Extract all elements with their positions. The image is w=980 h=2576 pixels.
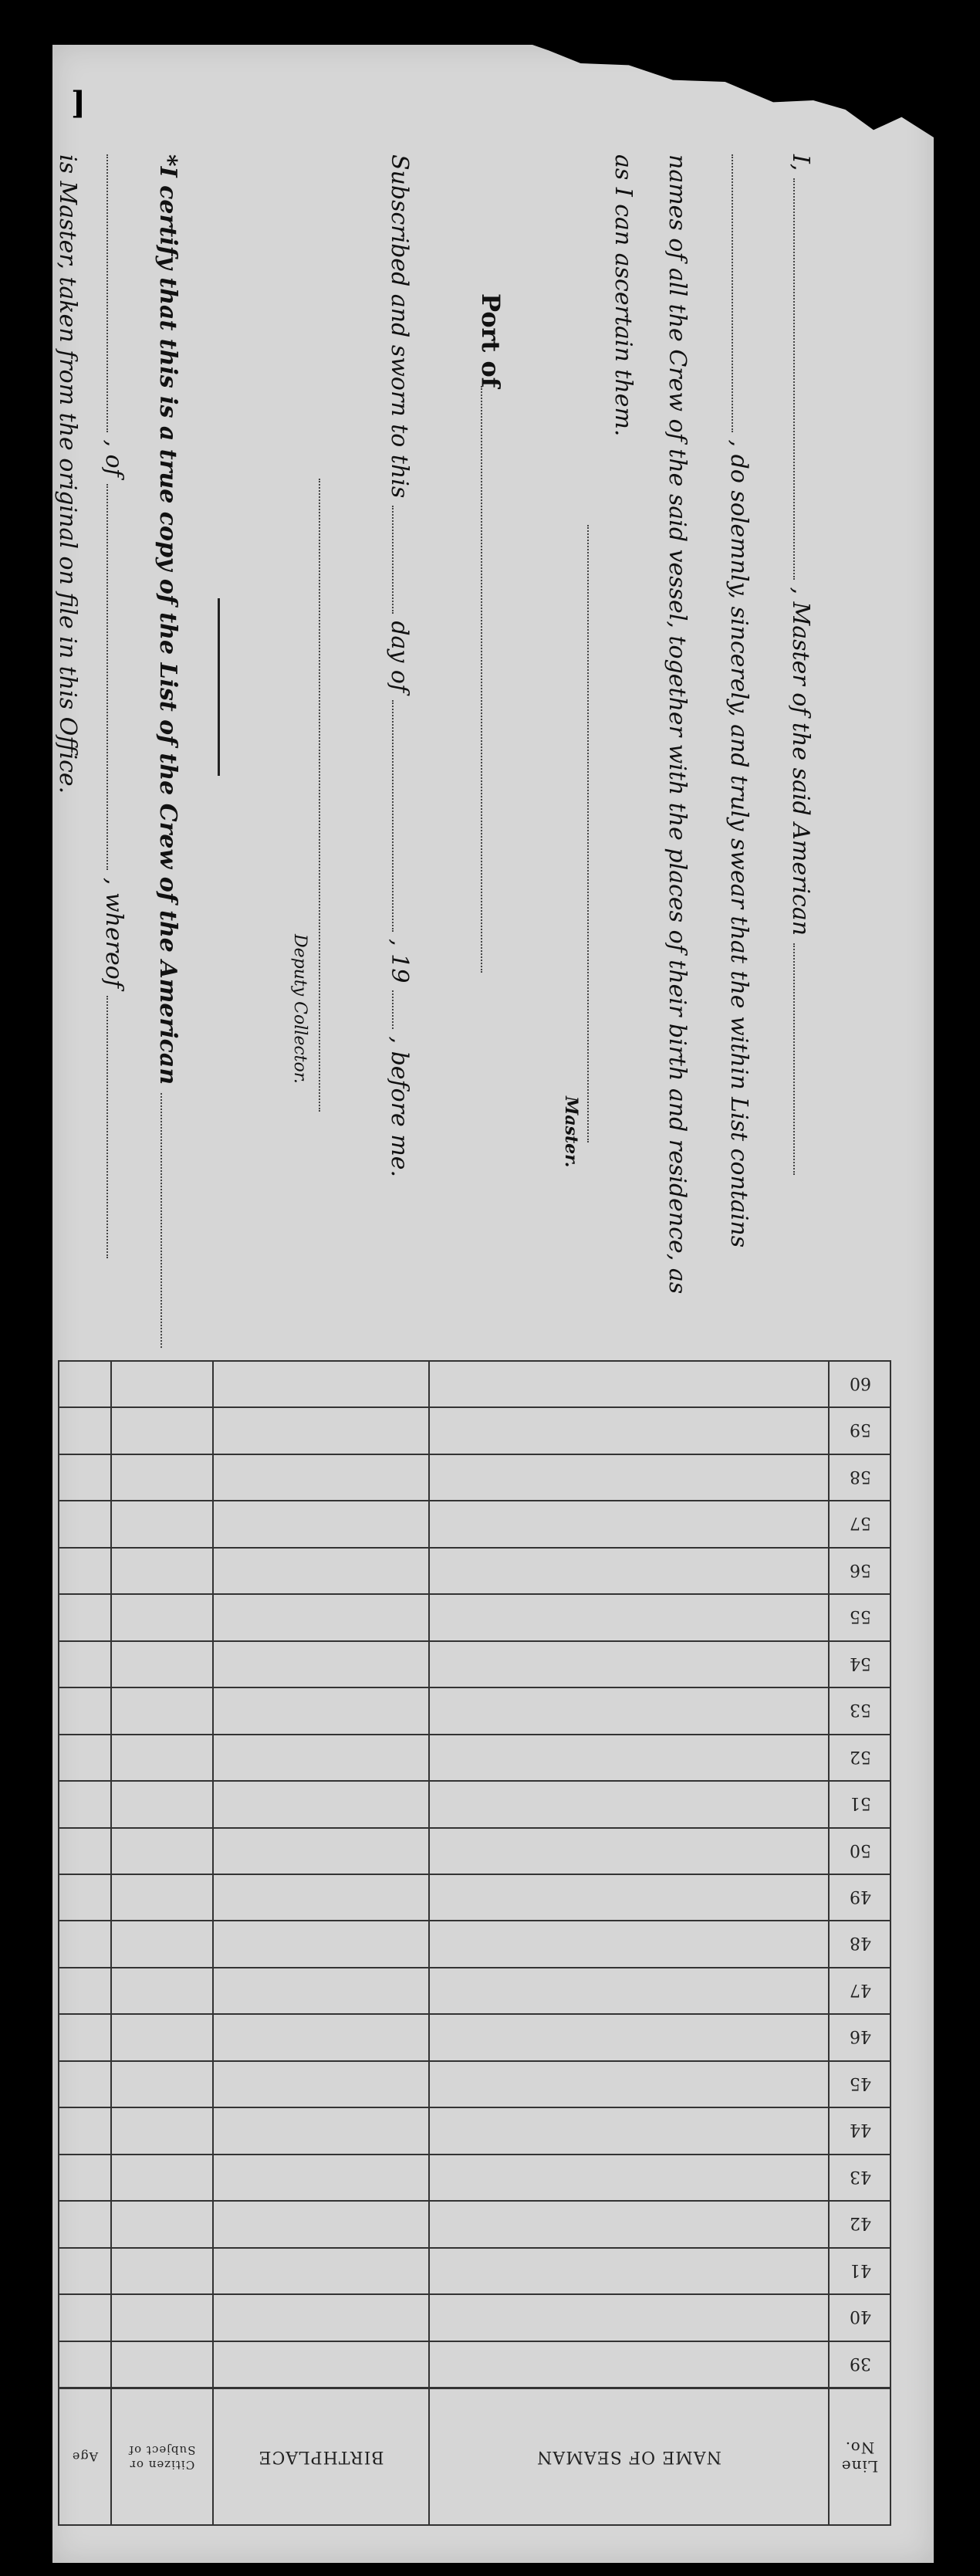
table-row-divider	[58, 2107, 891, 2108]
oath-line	[386, 154, 413, 1177]
line-number: 49	[850, 1887, 871, 1907]
declaration-line-4: as I can ascertain them.	[610, 154, 637, 437]
oath-text-c: , 19	[386, 939, 413, 983]
declaration-line-3: names of all the Crew of the said vessel, together with the places of their birth and residence, as	[664, 154, 691, 1295]
table-row-divider	[58, 2154, 891, 2155]
table-row-divider	[58, 1593, 891, 1595]
master-label: Master.	[561, 1096, 581, 1168]
header-age: Age	[71, 2449, 99, 2465]
table-row-divider	[58, 1734, 891, 1735]
line-number: 56	[850, 1560, 871, 1580]
declaration-oath-text: , do solemnly, sincerely, and truly swear that the within List contains	[725, 439, 752, 1248]
vessel-name-field[interactable]	[732, 154, 733, 432]
col-border-birthplace	[428, 1360, 430, 2526]
table-row-divider	[58, 1547, 891, 1549]
table-row-divider	[58, 2013, 891, 2015]
table-row-divider	[58, 2060, 891, 2062]
header-name-of-seaman: NAME OF SEAMAN	[536, 2447, 721, 2467]
vessel-type-field[interactable]	[793, 943, 795, 1175]
line-number: 53	[850, 1700, 871, 1720]
certify-vessel-name-field[interactable]	[106, 154, 108, 432]
line-number: 59	[850, 1420, 871, 1440]
col-border-left	[58, 1360, 59, 2526]
table-row-divider	[58, 1640, 891, 1642]
line-number: 44	[850, 2120, 871, 2140]
table-top-border	[58, 1360, 891, 1362]
table-row-divider	[58, 2200, 891, 2202]
line-number: 58	[850, 1467, 871, 1487]
oath-year-field[interactable]	[392, 990, 394, 1029]
line-number: 42	[850, 2213, 871, 2233]
line-number: 50	[850, 1840, 871, 1860]
line-number: 55	[850, 1606, 871, 1627]
col-border-age	[110, 1360, 112, 2526]
table-row-divider	[58, 1406, 891, 1408]
table-row-divider	[58, 1967, 891, 1968]
line-number: 54	[850, 1654, 871, 1674]
line-number: 46	[850, 2026, 871, 2046]
line-number: 47	[850, 1980, 871, 2000]
table-row-divider	[58, 1827, 891, 1829]
certify-line-2	[100, 154, 127, 1258]
crew-table	[58, 1360, 891, 2526]
col-border-citizen	[212, 1360, 214, 2526]
table-row-divider	[58, 2341, 891, 2342]
declaration-suffix: , Master of the said American	[787, 587, 814, 936]
certify-line-1	[154, 154, 181, 1348]
declaration-block	[50, 139, 860, 1297]
certify-text: *I certify that this is a true copy of the List of the Crew of the American	[154, 154, 181, 1085]
header-citizen: Citizen or Subject of	[128, 2443, 196, 2473]
table-row-divider	[58, 1687, 891, 1688]
declaration-prefix: I,	[787, 154, 814, 171]
master-name-field[interactable]	[793, 178, 795, 580]
certify-of-text: , of	[100, 439, 127, 477]
oath-text-a: Subscribed and sworn to this	[386, 154, 413, 499]
oath-text-d: , before me.	[386, 1036, 413, 1178]
table-row-divider	[58, 1920, 891, 1921]
header-birthplace: BIRTHPLACE	[258, 2447, 384, 2467]
table-bottom-border	[58, 2524, 891, 2526]
declaration-line-2	[725, 154, 752, 1247]
certify-vessel-type-field[interactable]	[161, 1093, 162, 1348]
master-signature-line[interactable]	[587, 525, 589, 1142]
line-number: 48	[850, 1933, 871, 1953]
header-border	[58, 2387, 891, 2389]
port-field[interactable]	[481, 386, 482, 973]
oath-month-field[interactable]	[392, 700, 394, 932]
certify-line-3: is Master, taken from the original on file in this Office.	[54, 154, 81, 794]
table-row-divider	[58, 2293, 891, 2295]
table-row-divider	[58, 2247, 891, 2249]
table-row-divider	[58, 1874, 891, 1875]
oath-day-field[interactable]	[392, 506, 394, 614]
margin-mark: ]	[71, 85, 86, 121]
line-number: 60	[850, 1373, 871, 1393]
header-line-no: Line No.	[840, 2439, 879, 2476]
oath-text-b: day of	[386, 621, 413, 693]
section-divider	[218, 598, 220, 776]
certify-master-field[interactable]	[106, 996, 108, 1258]
line-number: 45	[850, 2073, 871, 2094]
table-row-divider	[58, 1454, 891, 1455]
line-number: 41	[850, 2260, 871, 2280]
table-row-divider	[58, 1780, 891, 1782]
certify-whereof-text: , whereof	[100, 877, 127, 988]
line-number: 43	[850, 2167, 871, 2187]
line-number: 52	[850, 1747, 871, 1767]
line-number: 57	[850, 1513, 871, 1533]
declaration-line-1	[787, 154, 814, 1175]
line-number: 51	[850, 1793, 871, 1813]
line-number: 40	[850, 2307, 871, 2327]
collector-label: Deputy Collector.	[290, 934, 309, 1084]
table-row-divider	[58, 1500, 891, 1501]
port-label: Port of	[476, 293, 505, 388]
certify-port-field[interactable]	[106, 484, 108, 870]
line-number: 39	[850, 2354, 871, 2374]
collector-signature-line[interactable]	[319, 479, 320, 1112]
